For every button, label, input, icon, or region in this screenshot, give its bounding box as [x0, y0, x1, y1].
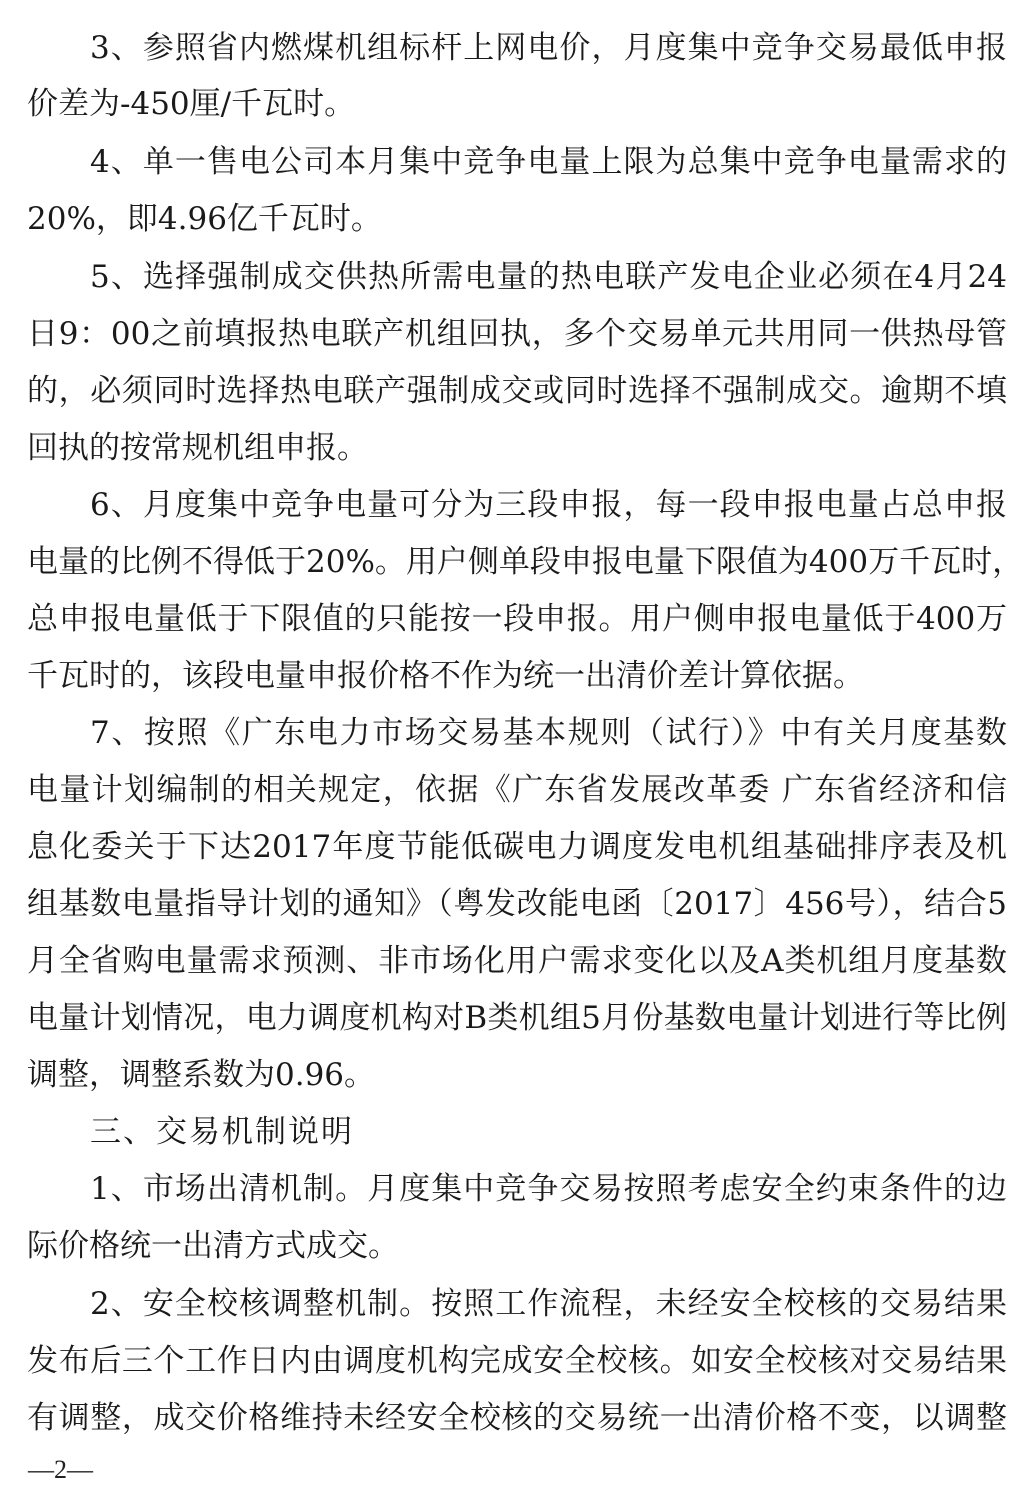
paragraph-line: 5、选择强制成交供热所需电量的热电联产发电企业必须在4月24	[90, 259, 1007, 295]
paragraph-line: 组基数电量指导计划的通知》（粤发改能电函〔2017〕456号），结合5	[27, 886, 1007, 922]
paragraph-line: 电量的比例不得低于20%。用户侧单段申报电量下限值为400万千瓦时，	[27, 544, 1024, 580]
paragraph-line: 调整，调整系数为0.96。	[27, 1057, 376, 1093]
paragraph-line: 2、安全校核调整机制。按照工作流程，未经安全校核的交易结果	[90, 1286, 1007, 1322]
section-heading: 三、交易机制说明	[90, 1114, 354, 1150]
paragraph-line: 总申报电量低于下限值的只能按一段申报。用户侧申报电量低于400万	[27, 601, 1007, 637]
paragraph-line: 的，必须同时选择热电联产强制成交或同时选择不强制成交。逾期不填	[27, 373, 1007, 409]
paragraph-line: 1、市场出清机制。月度集中竞争交易按照考虑安全约束条件的边	[90, 1171, 1007, 1207]
paragraph-line: 电量计划情况，电力调度机构对B类机组5月份基数电量计划进行等比例	[27, 1000, 1007, 1036]
paragraph-line: 4、单一售电公司本月集中竞争电量上限为总集中竞争电量需求的	[90, 144, 1007, 180]
paragraph-line: 有调整，成交价格维持未经安全校核的交易统一出清价格不变，以调整	[27, 1400, 1007, 1436]
paragraph-line: 电量计划编制的相关规定，依据《广东省发展改革委 广东省经济和信	[27, 772, 1007, 808]
paragraph-line: 7、按照《广东电力市场交易基本规则（试行）》中有关月度基数	[90, 715, 1007, 751]
paragraph-line: 回执的按常规机组申报。	[27, 430, 368, 466]
paragraph-line: 际价格统一出清方式成交。	[27, 1228, 399, 1264]
paragraph-line: 20%，即4.96亿千瓦时。	[27, 201, 382, 237]
page-number: —2—	[28, 1455, 93, 1484]
paragraph-line: 千瓦时的，该段电量申报价格不作为统一出清价差计算依据。	[27, 658, 864, 694]
paragraph-line: 价差为-450厘/千瓦时。	[27, 86, 356, 122]
paragraph-line: 3、参照省内燃煤机组标杆上网电价，月度集中竞争交易最低申报	[90, 30, 1007, 66]
paragraph-line: 月全省购电量需求预测、非市场化用户需求变化以及A类机组月度基数	[27, 943, 1007, 979]
paragraph-line: 6、月度集中竞争电量可分为三段申报，每一段申报电量占总申报	[90, 487, 1007, 523]
paragraph-line: 日9：00之前填报热电联产机组回执，多个交易单元共用同一供热母管	[27, 316, 1007, 352]
paragraph-line: 发布后三个工作日内由调度机构完成安全校核。如安全校核对交易结果	[27, 1343, 1007, 1379]
paragraph-line: 息化委关于下达2017年度节能低碳电力调度发电机组基础排序表及机	[27, 829, 1007, 865]
